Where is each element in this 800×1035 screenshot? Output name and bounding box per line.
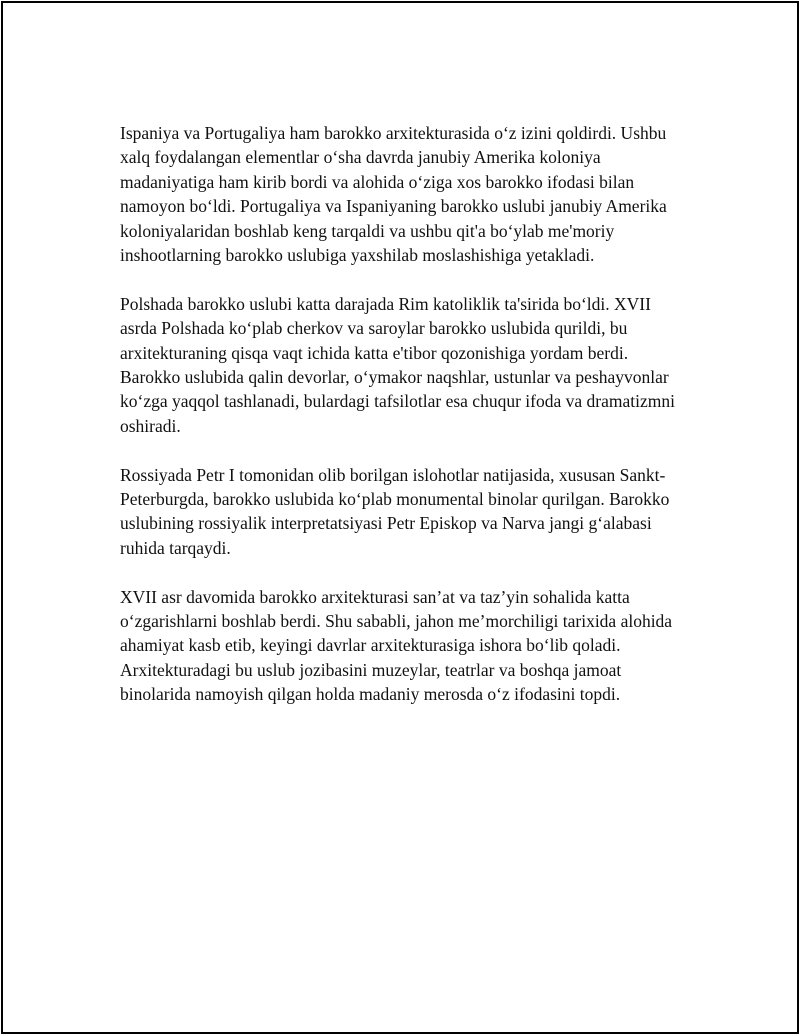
document-body (120, 121, 690, 731)
paragraph-seventeenth-century: XVII asr davomida barokko arxitekturasi san’at va taz’yin sohalida katta o‘zgarishlarni boshlab berdi. Shu sababli, jahon me’morchiligi tarixida alohida ahamiyat kasb etib, keyingi davrlar arxitekturasiga ishora bo‘lib qoladi. Arxitekturadagi bu uslub jozibasini muzeylar, teatrlar va boshqa jamoat binolarida namoyish qilgan holda madaniy merosda o‘z ifodasini topdi. (120, 586, 673, 705)
paragraph-spain-portugal: Ispaniya va Portugaliya ham barokko arxitekturasida o‘z izini qoldirdi. Ushbu xalq foydalangan elementlar o‘sha davrda janubiy Amerika koloniya madaniyatiga ham kirib bordi va alohida o‘ziga xos barokko ifodasi bilan namoyon bo‘ldi. Portugaliya va Ispaniyaning barokko uslubi janubiy Amerika koloniyalaridan boshlab keng tarqaldi va ushbu qit'a bo‘ylab me'moriy inshootlarning barokko uslubiga yaxshilab moslashishiga yetakladi. (120, 123, 667, 266)
document-page (1, 1, 799, 1034)
paragraph-russia: Rossiyada Petr I tomonidan olib borilgan islohotlar natijasida, xususan Sankt-Peterburgda, barokko uslubida ko‘plab monumental binolar qurilgan. Barokko uslubining rossiyalik interpretatsiyasi Petr Episkop va Narva jangi g‘alabasi ruhida tarqaydi. (120, 464, 670, 558)
paragraph-poland: Polshada barokko uslubi katta darajada Rim katoliklik ta'sirida bo‘ldi. XVII asrda Polshada ko‘plab cherkov va saroylar barokko uslubida qurildi, bu arxitekturaning qisqa vaqt ichida katta e'tibor qozonishiga yordam berdi. Barokko uslubida qalin devorlar, o‘ymakor naqshlar, ustunlar va peshayvonlar ko‘zga yaqqol tashlanadi, bulardagi tafsilotlar esa chuqur ifoda va dramatizmni oshiradi. (120, 293, 675, 436)
